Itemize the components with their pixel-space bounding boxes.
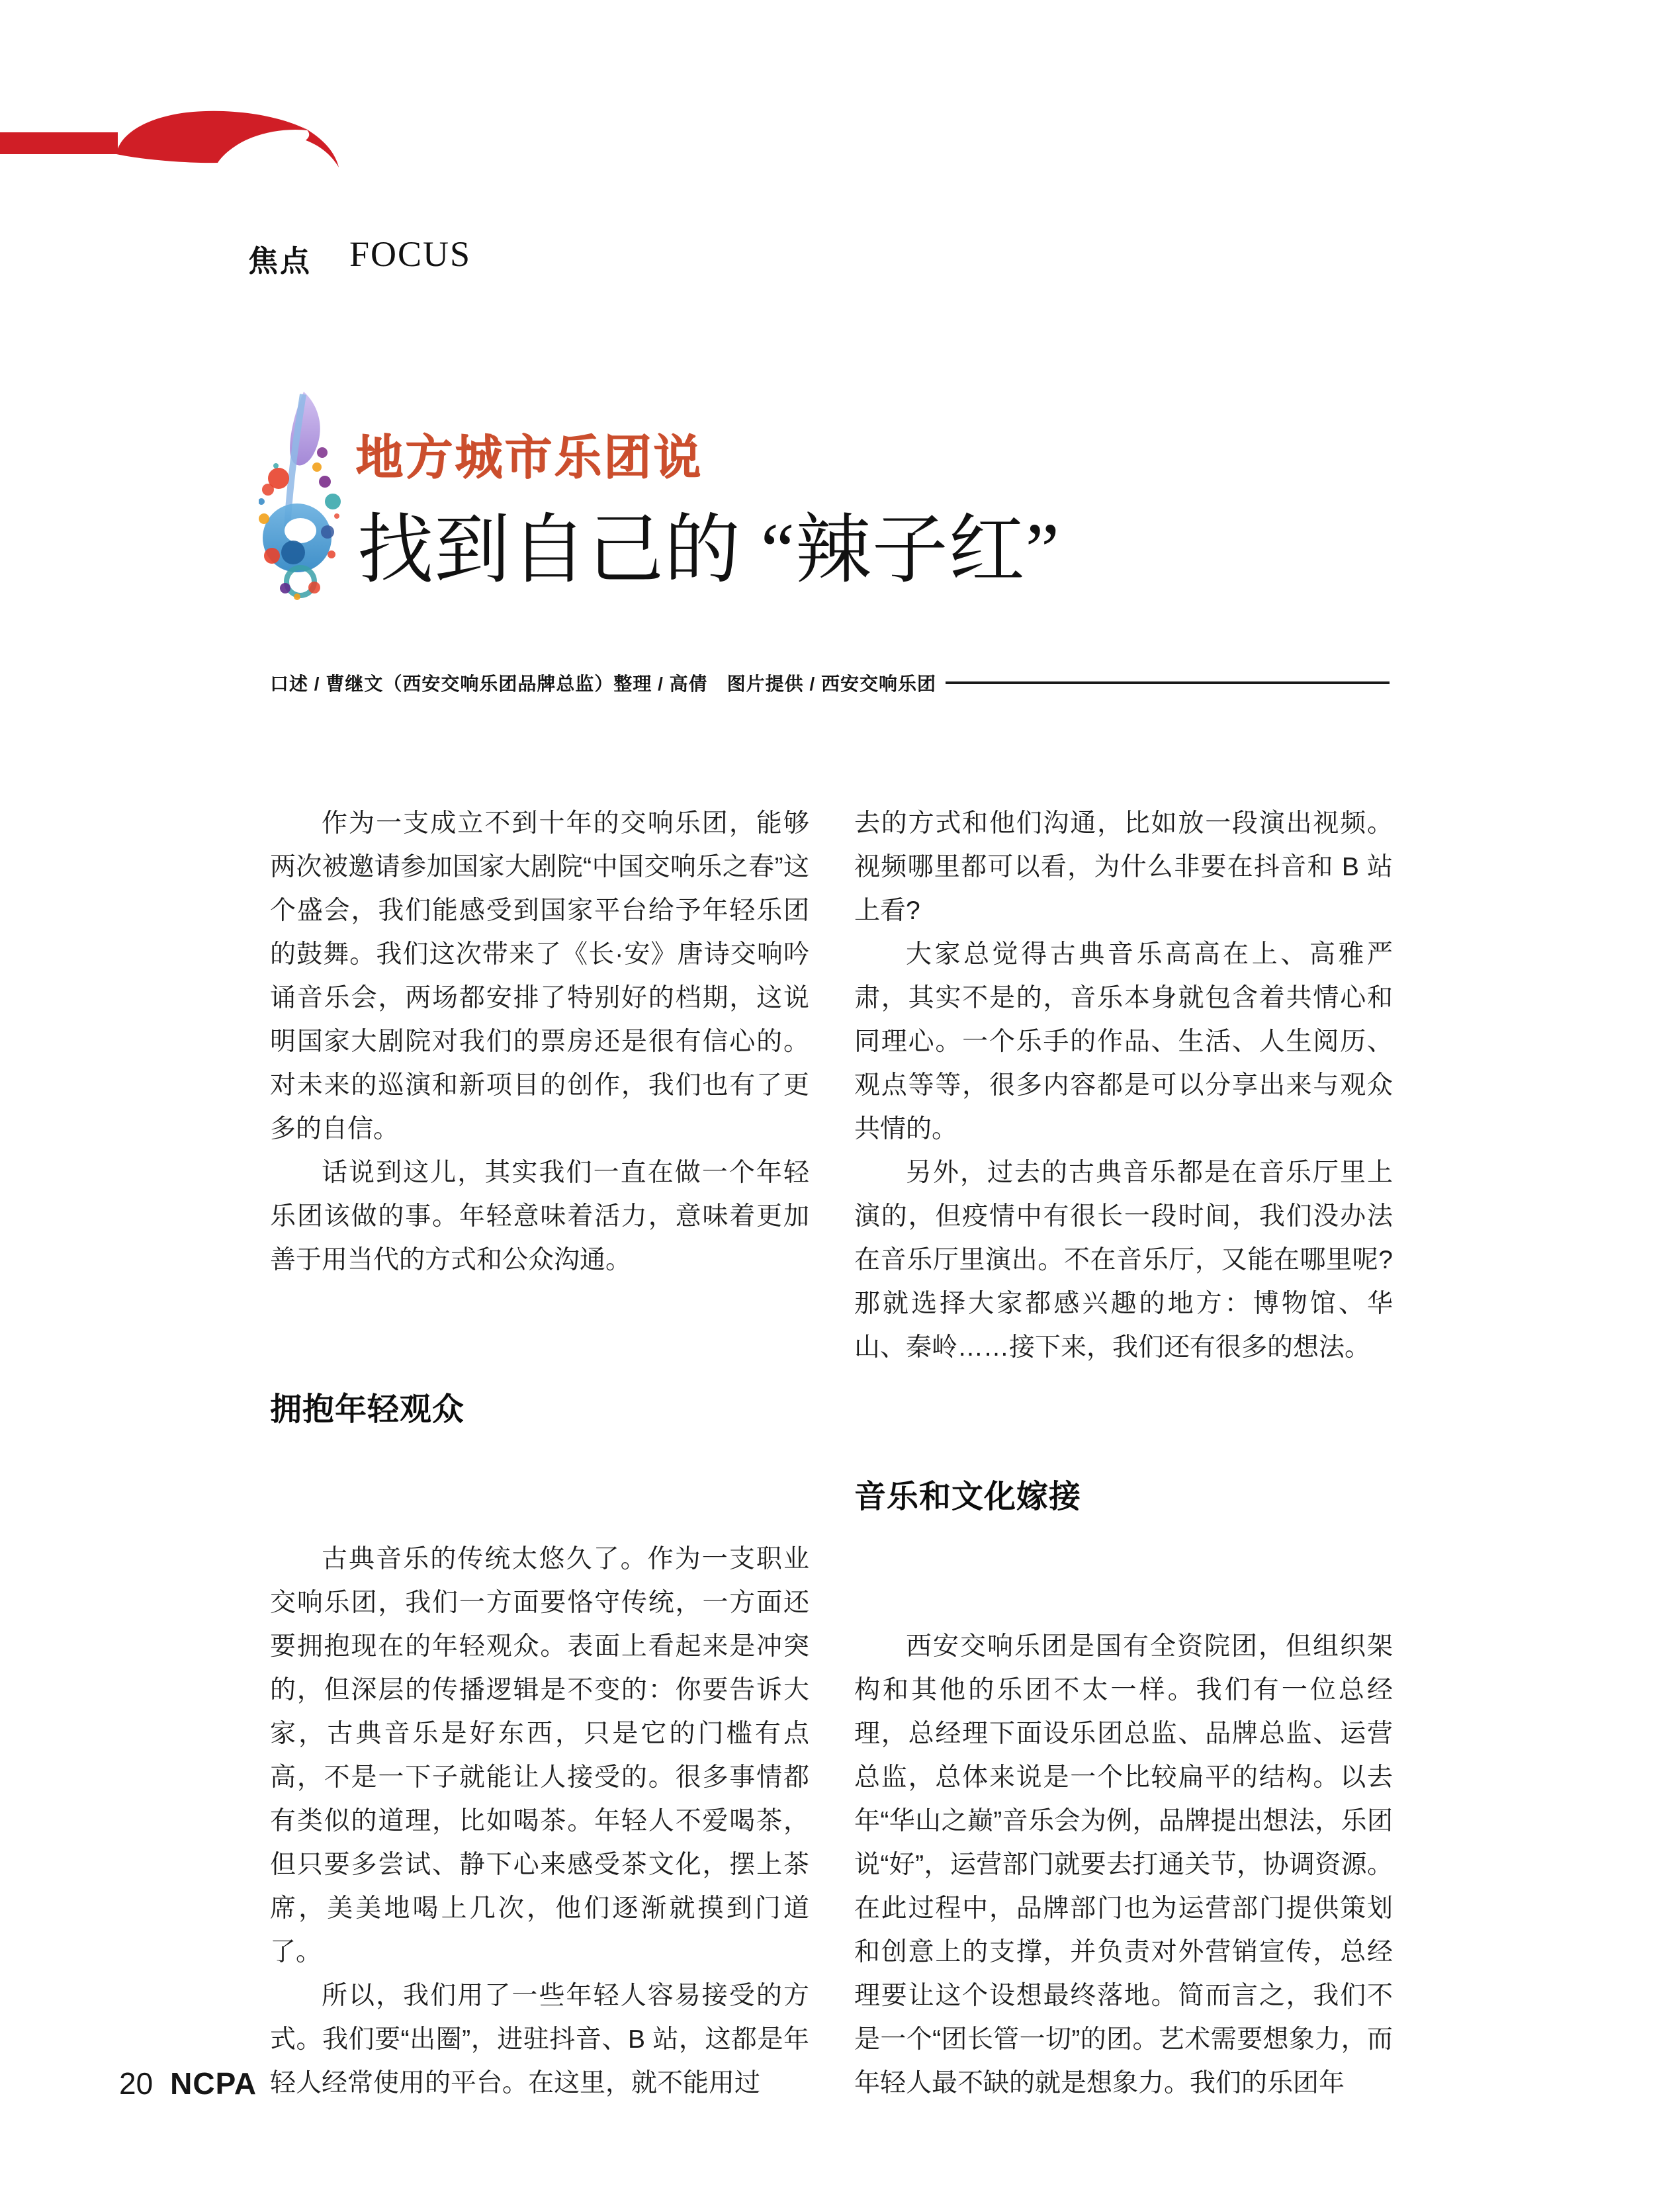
clef-body-hole [285, 518, 316, 543]
byline-row [270, 670, 1390, 696]
banner-swoosh-lobe [116, 111, 308, 163]
page-footer [119, 2066, 257, 2101]
right-column [854, 802, 1393, 2105]
section-heading-embrace-young-audience: 拥抱年轻观众 [270, 1392, 465, 1427]
byline-rule [946, 681, 1390, 684]
page-number: 20 [119, 2066, 154, 2101]
treble-clef-svg [259, 389, 346, 603]
paragraph-platforms-continued: 去的方式和他们沟通，比如放一段演出视频。视频哪里都可以看，为什么非要在抖音和 B 站上看? [854, 809, 1393, 925]
article-kicker: 地方城市乐团说 [355, 431, 703, 484]
section-heading-music-culture-graft: 音乐和文化嫁接 [854, 1479, 1082, 1514]
paragraph-organization: 西安交响乐团是国有全资院团，但组织架构和其他的乐团不太一样。我们有一位总经理，总经理下面设乐团总监、品牌总监、运营总监，总体来说是一个比较扁平的结构。以去年“华山之巅”音乐会为例，品牌提出想法，乐团说“好”，运营部门就要去打通关节，协调资源。在此过程中，品牌部门也为运营部门提供策划和创意上的支撑，并负责对外营销宣传，总经理要让这个设想最终落地。简而言之，我们不是一个“团长管一切”的团。艺术需要想象力，而年轻人最不缺的就是想象力。我们的乐团年 [854, 1632, 1393, 2097]
paragraph-intro: 作为一支成立不到十年的交响乐团，能够两次被邀请参加国家大剧院“中国交响乐之春”这个盛会，我们能感受到国家平台给予年轻乐团的鼓舞。我们这次带来了《长·安》唐诗交响吟诵音乐会，两场都安排了特别好的档期，这说明国家大剧院对我们的票房还是很有信心的。对未来的巡演和新项目的创作，我们也有了更多的自信。 [270, 809, 809, 1143]
section-title-cn: 焦点 [248, 244, 312, 278]
section-title-en: FOCUS [349, 234, 472, 274]
treble-clef-icon [259, 389, 346, 603]
banner-swoosh-crescent [302, 126, 339, 167]
paragraph-platforms: 所以，我们用了一些年轻人容易接受的方式。我们要“出圈”，进驻抖音、B 站，这都是年轻人经常使用的平台。在这里，就不能用过 [270, 1982, 809, 2097]
focus-banner-swoosh-icon [0, 109, 503, 208]
paragraph-venues: 另外，过去的古典音乐都是在音乐厅里上演的，但疫情中有很长一段时间，我们没办法在音乐厅里演出。不在音乐厅，又能在哪里呢?那就选择大家都感兴趣的地方：博物馆、华山、秦岭……接下来，我们还有很多的想法。 [854, 1159, 1393, 1362]
clef-body-core [281, 541, 305, 564]
banner-red-bar [0, 132, 118, 154]
paragraph-classical-tradition: 古典音乐的传统太悠久了。作为一支职业交响乐团，我们一方面要恪守传统，一方面还要拥抱现在的年轻观众。表面上看起来是冲突的，但深层的传播逻辑是不变的：你要告诉大家，古典音乐是好东西，只是它的门槛有点高，不是一下子就能让人接受的。很多事情都有类似的道理，比如喝茶。年轻人不爱喝茶，但只要多尝试、静下心来感受茶文化，摆上茶席，美美地喝上几次，他们逐渐就摸到门道了。 [270, 1545, 809, 1966]
paragraph-young-orchestra: 话说到这儿，其实我们一直在做一个年轻乐团该做的事。年轻意味着活力，意味着更加善于用当代的方式和公众沟通。 [270, 1159, 809, 1274]
byline: 口述 / 曹继文（西安交响乐团品牌总监）整理 / 高倩 图片提供 / 西安交响乐团 [270, 674, 937, 694]
left-column [270, 802, 809, 2105]
page-header [0, 109, 503, 278]
journal-brand: NCPA [170, 2066, 257, 2101]
paragraph-empathy: 大家总觉得古典音乐高高在上、高雅严肃，其实不是的，音乐本身就包含着共情心和同理心。一个乐手的作品、生活、人生阅历、观点等等，很多内容都是可以分享出来与观众共情的。 [854, 940, 1393, 1143]
article-title: 找到自己的 “辣子红” [357, 508, 1060, 592]
